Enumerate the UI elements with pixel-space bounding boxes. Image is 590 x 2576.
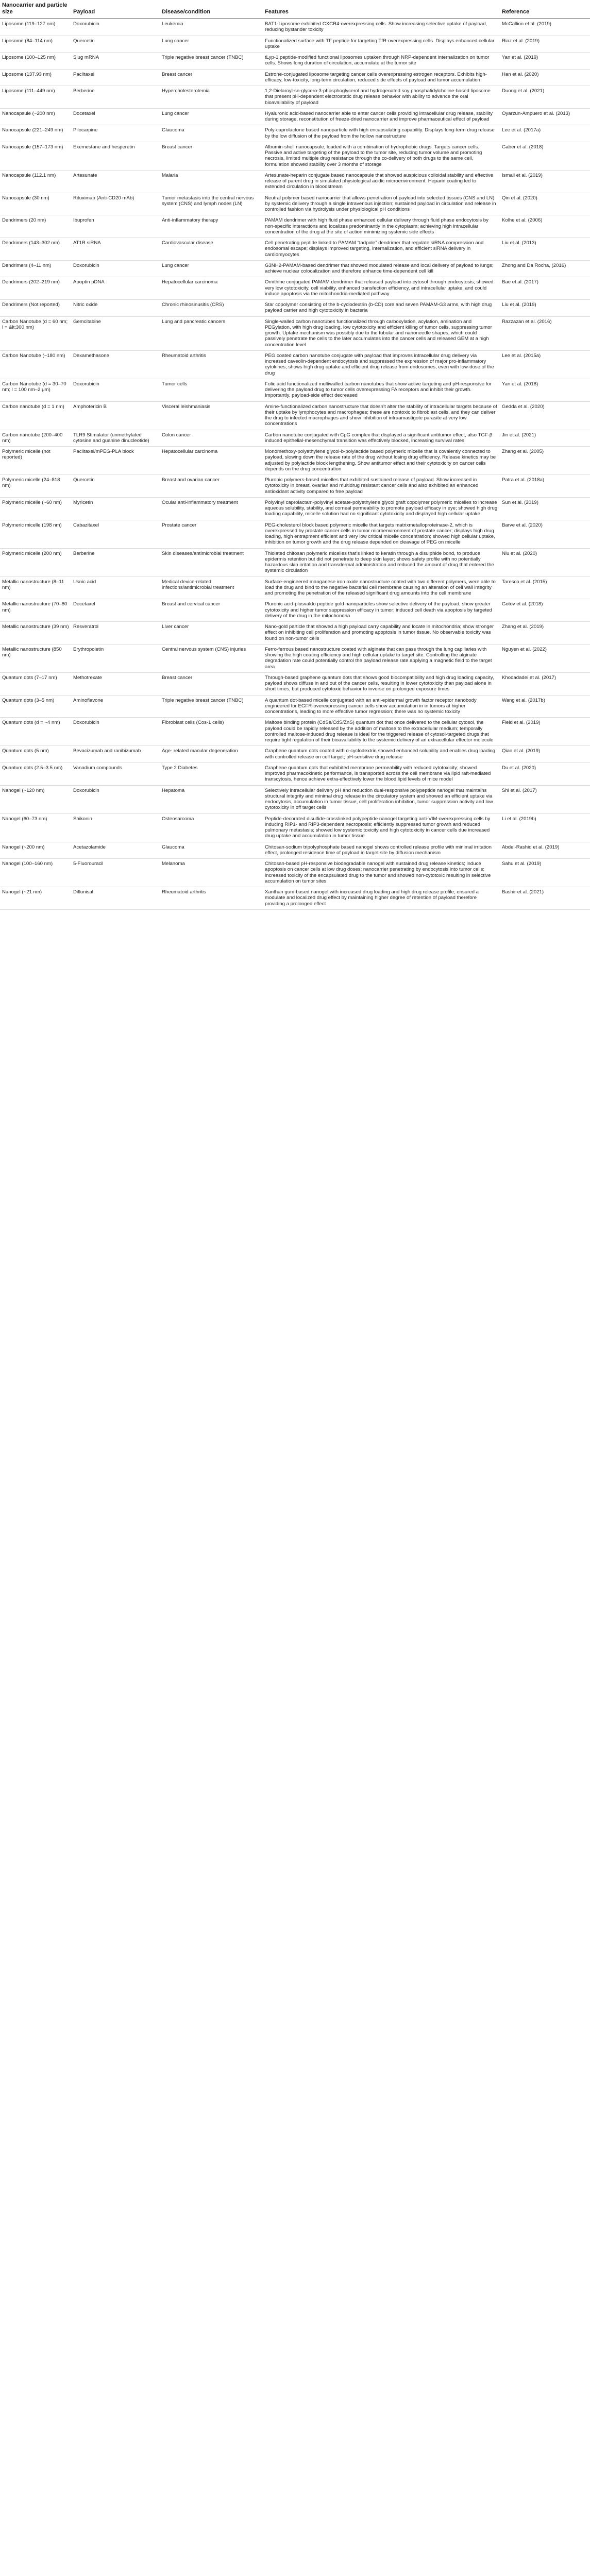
table-row bbox=[0, 277, 590, 300]
cell-features: Carbon nanotube conjugated with CpG complex that displayed a significant antitumor effect, also TGF-β induced epithelial-mesenchymal transition was effectively blocked, increasing survival rates bbox=[263, 430, 500, 447]
cell-reference: Nguyen et al. (2022) bbox=[500, 644, 590, 672]
table-row bbox=[0, 19, 590, 36]
table-row bbox=[0, 125, 590, 142]
cell-disease: Breast cancer bbox=[160, 69, 263, 86]
cell-features: Monomethoxy-polyethylene glycol-b-polylactide based polymeric micelle that is covalently connected to payload, slowing down the release rate of the drug without losing drug efficiency. Release kinetics may be adjusted by polylactide block lengthening. Show antitumor effect and their cytotoxicity on cancer cells depends on the drug concentration bbox=[263, 447, 500, 475]
cell-reference: Patra et al. (2018a) bbox=[500, 475, 590, 498]
cell-disease: Anti-inflammatory therapy bbox=[160, 215, 263, 238]
cell-reference: Liu et al. (2019) bbox=[500, 300, 590, 317]
cell-carrier: Liposome (111–449 nm) bbox=[0, 86, 71, 109]
cell-disease: Cardiovascular disease bbox=[160, 238, 263, 261]
cell-reference: Lee et al. (2017a) bbox=[500, 125, 590, 142]
cell-disease: Liver cancer bbox=[160, 622, 263, 645]
cell-carrier: Polymeric micelle (198 nm) bbox=[0, 520, 71, 548]
cell-features: Estrone-conjugated liposome targeting cancer cells overexpressing estrogen receptors. Exhibits high-efficacy, low-toxicity, long-term circulation, reduced side effects of payload and tumor accumulation bbox=[263, 69, 500, 86]
header-row bbox=[0, 0, 590, 19]
cell-payload: Slug mRNA bbox=[71, 53, 160, 70]
table-row bbox=[0, 644, 590, 672]
cell-reference: Liu et al. (2013) bbox=[500, 238, 590, 261]
cell-features: A quantum dot-based micelle conjugated with an anti-epidermal growth factor receptor nanobody engineered for EGFR-overexpressing cancer cells show accumulation in in tumors at higher concentrations, leading to more effective tumor regression; there was no systemic toxicity bbox=[263, 695, 500, 718]
cell-payload: Berberine bbox=[71, 548, 160, 577]
table-row bbox=[0, 170, 590, 193]
cell-carrier: Carbon nanotube (200–400 nm) bbox=[0, 430, 71, 447]
cell-payload: Apoptin pDNA bbox=[71, 277, 160, 300]
cell-disease: Skin diseases/antimicrobial treatment bbox=[160, 548, 263, 577]
cell-payload: Vanadium compounds bbox=[71, 762, 160, 785]
cell-reference: Shi et al. (2017) bbox=[500, 785, 590, 814]
cell-payload: Quercetin bbox=[71, 475, 160, 498]
cell-reference: Jin et al. (2021) bbox=[500, 430, 590, 447]
cell-reference: Qin et al. (2020) bbox=[500, 193, 590, 215]
cell-disease: Prostate cancer bbox=[160, 520, 263, 548]
cell-reference: Zhong and Da Rocha, (2016) bbox=[500, 260, 590, 277]
cell-disease: Rheumatoid arthritis bbox=[160, 350, 263, 379]
cell-carrier: Nanogel (100–160 nm) bbox=[0, 859, 71, 887]
header-disease: Disease/condition bbox=[160, 0, 263, 19]
cell-disease: Breast and cervical cancer bbox=[160, 599, 263, 622]
cell-payload: Doxorubicin bbox=[71, 379, 160, 401]
cell-features: Amine-functionalized carbon nanostructure that doesn’t alter the stability of intracellular targets because of their uptake by lymphocytes and macrophages; these are nontoxic to fibroblast cells, and they can deliver the drug to infected macrophages and show inhibition of intraamastigote parasite at very low concentrations bbox=[263, 401, 500, 430]
cell-carrier: Dendrimers (Not reported) bbox=[0, 300, 71, 317]
cell-features: Peptide-decorated disulfide-crosslinked polypeptide nanogel targeting anti-VIM-overexpressing cells by inducing RIP1- and RIP3-dependent necroptosis; efficiently suppressed tumor growth and reduced pulmonary metastasis; showed low systemic toxicity and high cytotoxicity in cancer cells due increased drug uptake and accumulation in tumor tissue bbox=[263, 814, 500, 842]
table-row bbox=[0, 814, 590, 842]
table-row bbox=[0, 401, 590, 430]
table-row bbox=[0, 36, 590, 53]
table-row bbox=[0, 447, 590, 475]
cell-features: Ornithine conjugated PAMAM dendrimer that released payload into cytosol through endocytosis; showed very low cytotoxicity, cell viability, enhanced transfection efficiency, and intracellular uptake, and could induce apoptosis via the mitochondria-mediated pathway bbox=[263, 277, 500, 300]
nanocarrier-table bbox=[0, 0, 590, 910]
cell-payload: Pilocarpine bbox=[71, 125, 160, 142]
cell-disease: Tumor cells bbox=[160, 379, 263, 401]
cell-reference: Niu et al. (2020) bbox=[500, 548, 590, 577]
cell-reference: Du et al. (2020) bbox=[500, 762, 590, 785]
cell-carrier: Quantum dots (7–17 nm) bbox=[0, 672, 71, 695]
cell-reference: Kolhe et al. (2006) bbox=[500, 215, 590, 238]
cell-reference: Ismail et al. (2019) bbox=[500, 170, 590, 193]
cell-payload: Paclitaxel bbox=[71, 69, 160, 86]
table-row bbox=[0, 475, 590, 498]
table-row bbox=[0, 300, 590, 317]
cell-payload: Aminoflavone bbox=[71, 695, 160, 718]
cell-features: Selectively intracellular delivery pH and reduction dual-responsive polypeptide nanogel that maintains structural integrity and minimal drug release in the circulatory system and showed an efficient uptake via endocytosis, accumulation in tumor tissue, cell proliferation inhibition, tumor suppression activity and low cytotoxicity in off target cells bbox=[263, 785, 500, 814]
cell-carrier: Metallic nanostructure (850 nm) bbox=[0, 644, 71, 672]
cell-reference: Qian et al. (2019) bbox=[500, 746, 590, 763]
table-row bbox=[0, 520, 590, 548]
cell-reference: Riaz et al. (2019) bbox=[500, 36, 590, 53]
cell-reference: Oyarzun-Ampuero et al. (2013) bbox=[500, 108, 590, 125]
cell-payload: Quercetin bbox=[71, 36, 160, 53]
cell-carrier: Nanocapsule (~200 nm) bbox=[0, 108, 71, 125]
cell-features: Xanthan gum-based nanogel with increased drug loading and high drug release profile; ensured a modulate and localized drug effect by maintaining higher degree of retention of payload therefore providing a prolonged effect bbox=[263, 887, 500, 910]
table-row bbox=[0, 762, 590, 785]
cell-features: Poly-caprolactone based nanoparticle with high encapsulating capability. Displays long-term drug release by the low diffusion of the payload from the hollow nanostructure bbox=[263, 125, 500, 142]
cell-reference: McCallion et al. (2019) bbox=[500, 19, 590, 36]
cell-carrier: Liposome (100–125 nm) bbox=[0, 53, 71, 70]
cell-carrier: Nanocapsule (221–249 nm) bbox=[0, 125, 71, 142]
cell-features: Star copolymer consisting of the b-cyclodextrin (b-CD) core and seven PAMAM-G3 arms, with high drug payload carrier and high cytotoxicity in bacteria bbox=[263, 300, 500, 317]
cell-carrier: Carbon Nanotube (d = 60 nm; l = &lt;300 nm) bbox=[0, 316, 71, 350]
cell-reference: Gedda et al. (2020) bbox=[500, 401, 590, 430]
cell-carrier: Metallic nanostructure (8–11 nm) bbox=[0, 577, 71, 599]
cell-disease: Triple negative breast cancer (TNBC) bbox=[160, 53, 263, 70]
cell-carrier: Quantum dots (d = ~4 nm) bbox=[0, 718, 71, 746]
cell-disease: Osteosarcoma bbox=[160, 814, 263, 842]
table-row bbox=[0, 577, 590, 599]
cell-payload: Erythropoietin bbox=[71, 644, 160, 672]
cell-disease: Leukemia bbox=[160, 19, 263, 36]
cell-features: PAMAM dendrimer with high fluid phase enhanced cellular delivery through fluid phase endocytosis by non-specific interactions and localizes predominantly in the cytoplasm; achieving high intracellular concentration of the drug at the site of action minimizing systemic side effects bbox=[263, 215, 500, 238]
cell-carrier: Liposome (119–127 nm) bbox=[0, 19, 71, 36]
cell-features: Graphene quantum dots that exhibited membrane permeability with reduced cytotoxicity; showed improved pharmacokinetic performance, is transported across the cell membrane via lipid raft-mediated transcytosis, hence achieve extra-effectively lower the blood lipid levels of mice model bbox=[263, 762, 500, 785]
cell-disease: Hepatocellular carcinoma bbox=[160, 277, 263, 300]
cell-carrier: Nanocapsule (30 nm) bbox=[0, 193, 71, 215]
cell-features: PEG-cholesterol block based polymeric micelle that targets matrixmetalloproteinase-2, which is overexpressed by prostate cancer cells in tumor microenvironment of prostate cancer; displays high drug loading, high entrapment efficient and very low critical micelle concentration; showed high cellular uptake, inhibition on tumor growth and the drug release depended on cleavage of PEG on micelle bbox=[263, 520, 500, 548]
table-row bbox=[0, 622, 590, 645]
cell-payload: Doxorubicin bbox=[71, 718, 160, 746]
cell-reference: Yan et al. (2018) bbox=[500, 379, 590, 401]
table-row bbox=[0, 695, 590, 718]
cell-payload: Cabazitaxel bbox=[71, 520, 160, 548]
cell-payload: Acetazolamide bbox=[71, 842, 160, 859]
cell-reference: Taresco et al. (2015) bbox=[500, 577, 590, 599]
cell-features: Surface-engineered manganese iron oxide nanostructure coated with two different polymers, were able to load the drug and bind to the negative bacterial cell membrane causing an alteration of cell wall integrity and promoting the penetration of the released significant drug amounts into the cell membrane bbox=[263, 577, 500, 599]
cell-disease: Lung cancer bbox=[160, 108, 263, 125]
cell-features: Ferro-ferrous based nanostructure coated with alginate that can pass through the lung capillaries with showing the high coating efficiency and high cellular uptake to target site. Controlling the alginate degradation rate could potentially control the payload release rate applying a magnetic field to the target area bbox=[263, 644, 500, 672]
cell-carrier: Nanogel (~120 nm) bbox=[0, 785, 71, 814]
cell-features: Chitosan-based pH-responsive biodegradable nanogel with sustained drug release kinetics; induce apoptosis on cancer cells at low drug doses; nanocarrier penetrating by endocytosis into tumor cells; increased toxicity of the encapsulated drug to the tumor and showed non-cytotoxic resulting in selective accumulation on tumor sites bbox=[263, 859, 500, 887]
cell-payload: Paclitaxel/mPEG-PLA block bbox=[71, 447, 160, 475]
cell-carrier: Polymeric micelle (not reported) bbox=[0, 447, 71, 475]
cell-carrier: Liposome (84–114 nm) bbox=[0, 36, 71, 53]
cell-disease: Medical device-related infections/antimicrobial treatment bbox=[160, 577, 263, 599]
table-row bbox=[0, 430, 590, 447]
cell-disease: Visceral leishmaniasis bbox=[160, 401, 263, 430]
cell-disease: Central nervous system (CNS) injuries bbox=[160, 644, 263, 672]
cell-carrier: Dendrimers (4–11 nm) bbox=[0, 260, 71, 277]
table-row bbox=[0, 215, 590, 238]
cell-features: Maltose binding protein (CdSe/CdS/ZnS) quantum dot that once delivered to the cellular cytosol, the payload could be rapidly released by the addition of maltose to the extracellular medium; temporally controlled maltose-induced drug release is ideal for the triggered release of cytosol-targeted drugs that require tight regulation of their bioavailability to the systemic delivery of an extracellular effector molecule bbox=[263, 718, 500, 746]
cell-carrier: Carbon Nanotube (~180 nm) bbox=[0, 350, 71, 379]
header-carrier: Nanocarrier and particle size bbox=[0, 0, 71, 19]
cell-features: Cell penetrating peptide linked to PAMAM “tadpole” dendrimer that regulate siRNA compression and endosomal escape; displays improved targeting, internalization, and efficient siRNA delivery in cardiomyocytes bbox=[263, 238, 500, 261]
cell-disease: Hepatocellular carcinoma bbox=[160, 447, 263, 475]
cell-disease: Triple negative breast cancer (TNBC) bbox=[160, 695, 263, 718]
cell-features: Polyvinyl caprolactam-polyvinyl acetate-polyethylene glycol graft copolymer polymeric micelles to increase aqueous solubility, stability, and corneal permeability to promote payload efficacy in eye; showed high drug loading capability, micelle solution had no significant cytotoxicity and displayed high cellular uptake bbox=[263, 497, 500, 520]
cell-disease: Colon cancer bbox=[160, 430, 263, 447]
header-reference: Reference bbox=[500, 0, 590, 19]
cell-disease: Melanoma bbox=[160, 859, 263, 887]
cell-payload: Diflunisal bbox=[71, 887, 160, 910]
cell-payload: Artesunate bbox=[71, 170, 160, 193]
cell-payload: Myricetin bbox=[71, 497, 160, 520]
cell-carrier: Dendrimers (143–302 nm) bbox=[0, 238, 71, 261]
cell-reference: Lee et al. (2015a) bbox=[500, 350, 590, 379]
cell-reference: Li et al. (2019b) bbox=[500, 814, 590, 842]
table-row bbox=[0, 859, 590, 887]
cell-reference: Sahu et al. (2019) bbox=[500, 859, 590, 887]
cell-payload: Gemcitabine bbox=[71, 316, 160, 350]
cell-payload: Shikonin bbox=[71, 814, 160, 842]
cell-reference: Abdel-Rashid et al. (2019) bbox=[500, 842, 590, 859]
cell-features: Single-walled carbon nanotubes functionalized through carboxylation, acylation, amination and PEGylation, with high drug loading, low cytotoxicity and efficient killing of tumor cells, suppressing tumor growth. Uptake mechanism was possibly due to the tubular and nanoneedle shapes, which could passively penetrate the cells to the later accumulates into the cancer cells and released GEM at a high concentration level bbox=[263, 316, 500, 350]
cell-features: tLyp-1 peptide-modified functional liposomes uptaken through NRP-dependent internalization on tumor cells. Shows long duration of circulation, accumulate at the tumor site bbox=[263, 53, 500, 70]
cell-features: Thiolated chitosan polymeric micelles that’s linked to keratin through a disulphide bond, to produce epidermis retention but did not penetrate to deep skin layer; shows safety profile with no potentially hazardous skin irritation and transdermal administration and reduced the amount of drug that entered the systemic circulation bbox=[263, 548, 500, 577]
cell-features: Nano-gold particle that showed a high payload carry capability and locate in mitochondria; show stronger effect on inhibiting cell proliferation and promoting apoptosis in tumor tissue. No observable toxicity was found on non-tumor cells bbox=[263, 622, 500, 645]
cell-carrier: Polymeric micelle (~60 nm) bbox=[0, 497, 71, 520]
cell-disease: Lung and pancreatic cancers bbox=[160, 316, 263, 350]
cell-reference: Gaber et al. (2018) bbox=[500, 142, 590, 170]
cell-payload: AT1R siRNA bbox=[71, 238, 160, 261]
cell-payload: Methotrexate bbox=[71, 672, 160, 695]
cell-reference: Han et al. (2020) bbox=[500, 69, 590, 86]
cell-features: Through-based graphene quantum dots that shows good biocompatibility and high drug loading capacity, payload shows diffuse in and out of the cancer cells, resulting in lower cytotoxicity than payload alone in short times, but produced cytotoxic behavior to inverse on prolonged exposure times bbox=[263, 672, 500, 695]
cell-features: Chitosan-sodium tripolyphosphate based nanogel shows controlled release profile with minimal irritation effect, prolonged residence time of payload in target site by diffusion mechanism bbox=[263, 842, 500, 859]
table-row bbox=[0, 672, 590, 695]
cell-payload: Exemestane and hesperetin bbox=[71, 142, 160, 170]
table-row bbox=[0, 746, 590, 763]
cell-features: G3NH2-PAMAM-based dendrimer that showed modulated release and local delivery of payload to lungs; achieve nuclear colocalization and therefore enhance time-dependent cell kill bbox=[263, 260, 500, 277]
table-row bbox=[0, 548, 590, 577]
cell-payload: Bevacizumab and ranibizumab bbox=[71, 746, 160, 763]
table-row bbox=[0, 108, 590, 125]
cell-carrier: Dendrimers (202–219 nm) bbox=[0, 277, 71, 300]
cell-carrier: Nanocapsule (157–173 nm) bbox=[0, 142, 71, 170]
cell-carrier: Carbon nanotube (d = 1 nm) bbox=[0, 401, 71, 430]
cell-disease: Age- related macular degeneration bbox=[160, 746, 263, 763]
cell-reference: Khodadadei et al. (2017) bbox=[500, 672, 590, 695]
cell-disease: Tumor metastasis into the central nervous system (CNS) and lymph nodes (LN) bbox=[160, 193, 263, 215]
table-row bbox=[0, 86, 590, 109]
cell-features: Functionalized surface with TF peptide for targeting TfR-overexpressing cells. Displays enhanced cellular uptake bbox=[263, 36, 500, 53]
cell-carrier: Carbon Nanotube (d = 30–70 nm; l = 100 nm–2 μm) bbox=[0, 379, 71, 401]
cell-payload: TLR9 Stimulator (unmethylated cytosine and guanine dinucleotide) bbox=[71, 430, 160, 447]
cell-payload: Dexamethasone bbox=[71, 350, 160, 379]
cell-carrier: Quantum dots (2.5–3.5 nm) bbox=[0, 762, 71, 785]
header-payload: Payload bbox=[71, 0, 160, 19]
table-row bbox=[0, 785, 590, 814]
cell-reference: Bashir et al. (2021) bbox=[500, 887, 590, 910]
cell-reference: Field et al. (2019) bbox=[500, 718, 590, 746]
cell-features: Folic acid functionalized multiwalled carbon nanotubes that show active targeting and pH-responsive for delivering the payload drug to tumor cells overexpressing FA receptors and inhibit their growth. Importantly, payload-side effect decreased bbox=[263, 379, 500, 401]
cell-payload: Docetaxel bbox=[71, 108, 160, 125]
cell-disease: Breast cancer bbox=[160, 672, 263, 695]
table-row bbox=[0, 718, 590, 746]
table-row bbox=[0, 193, 590, 215]
cell-carrier: Nanogel (~21 nm) bbox=[0, 887, 71, 910]
cell-features: Graphene quantum dots coated with α-cyclodextrin showed enhanced solubility and enables drug loading with controlled release on cell target; pH-sensitive drug release bbox=[263, 746, 500, 763]
cell-carrier: Liposome (137.93 nm) bbox=[0, 69, 71, 86]
table-row bbox=[0, 238, 590, 261]
cell-features: Artesunate-heparin conjugate based nanocapsule that showed auspicious colloidal stability and effective release of parent drug in simulated physiological acidic microenvironment. Heparin coating led to extended circulation in bloodstream bbox=[263, 170, 500, 193]
cell-disease: Lung cancer bbox=[160, 36, 263, 53]
table-row bbox=[0, 497, 590, 520]
cell-features: BAT1-Liposome exhibited CXCR4-overexpressing cells. Show increasing selective uptake of payload, reducing bystander toxicity bbox=[263, 19, 500, 36]
table-body bbox=[0, 19, 590, 910]
cell-payload: Ibuprofen bbox=[71, 215, 160, 238]
table-row bbox=[0, 599, 590, 622]
cell-payload: Nitric oxide bbox=[71, 300, 160, 317]
cell-carrier: Nanocapsule (112.1 nm) bbox=[0, 170, 71, 193]
cell-disease: Glaucoma bbox=[160, 125, 263, 142]
table-row bbox=[0, 350, 590, 379]
cell-payload: Doxorubicin bbox=[71, 260, 160, 277]
cell-carrier: Metallic nanostructure (39 nm) bbox=[0, 622, 71, 645]
table-row bbox=[0, 142, 590, 170]
cell-carrier: Quantum dots (3–5 nm) bbox=[0, 695, 71, 718]
table-row bbox=[0, 260, 590, 277]
cell-carrier: Quantum dots (5 nm) bbox=[0, 746, 71, 763]
cell-features: Pluronic polymers-based micelles that exhibited sustained release of payload. Show increased in cytotoxicity in breast, ovarian and multidrug resistant cancer cells and also exhibited an enhanced antioxidant activity compared to free payload bbox=[263, 475, 500, 498]
cell-features: Albumin-shell nanocapsule, loaded with a combination of hydrophobic drugs. Targets cancer cells. Passive and active targeting of the payload to the tumor site, reducing tumor volume and promoting necrosis, limited multiple drug resistance through the co-delivery of both drugs to the same cell, formulation showed stability over 3 months of storage bbox=[263, 142, 500, 170]
table-row bbox=[0, 69, 590, 86]
cell-disease: Hepatoma bbox=[160, 785, 263, 814]
cell-reference: Wang et al. (2017b) bbox=[500, 695, 590, 718]
cell-reference: Zhang et al. (2019) bbox=[500, 622, 590, 645]
cell-features: Hyaluronic acid-based nanocarrier able to enter cancer cells providing intracellular drug release, stability during storage, reconstitution of freeze-dried nanocarrier and improve pharmaceutical effect of payload bbox=[263, 108, 500, 125]
cell-disease: Rheumatoid arthritis bbox=[160, 887, 263, 910]
cell-payload: Rituximab (Anti-CD20 mAb) bbox=[71, 193, 160, 215]
table-row bbox=[0, 316, 590, 350]
cell-reference: Zhang et al. (2005) bbox=[500, 447, 590, 475]
cell-reference: Bae et al. (2017) bbox=[500, 277, 590, 300]
cell-reference: Barve et al. (2020) bbox=[500, 520, 590, 548]
cell-disease: Ocular anti-inflammatory treatment bbox=[160, 497, 263, 520]
table-row bbox=[0, 53, 590, 70]
table-row bbox=[0, 842, 590, 859]
cell-payload: Amphotericin B bbox=[71, 401, 160, 430]
cell-payload: Usnic acid bbox=[71, 577, 160, 599]
cell-carrier: Polymeric micelle (24–818 nm) bbox=[0, 475, 71, 498]
cell-payload: Doxorubicin bbox=[71, 19, 160, 36]
cell-payload: Resveratrol bbox=[71, 622, 160, 645]
cell-carrier: Nanogel (60–73 nm) bbox=[0, 814, 71, 842]
cell-payload: Docetaxel bbox=[71, 599, 160, 622]
cell-payload: Doxorubicin bbox=[71, 785, 160, 814]
cell-features: PEG coated carbon nanotube conjugate with payload that improves intracellular drug delivery via increased caveolin-dependent endocytosis and suppressed the expression of major pro-inflammatory cytokines; shows high drug uptake and efficient drug release from endosomes, even with low-dose of the drug bbox=[263, 350, 500, 379]
cell-carrier: Metallic nanostructure (70–80 nm) bbox=[0, 599, 71, 622]
cell-reference: Sun et al. (2019) bbox=[500, 497, 590, 520]
cell-disease: Breast cancer bbox=[160, 142, 263, 170]
cell-disease: Hypercholesterolemia bbox=[160, 86, 263, 109]
cell-reference: Duong et al. (2021) bbox=[500, 86, 590, 109]
table-row bbox=[0, 887, 590, 910]
cell-disease: Malaria bbox=[160, 170, 263, 193]
cell-reference: Razzazan et al. (2016) bbox=[500, 316, 590, 350]
cell-disease: Lung cancer bbox=[160, 260, 263, 277]
cell-features: Pluronic acid-plusvaldo peptide gold nanoparticles show selective delivery of the payload, show greater cytotoxicity and higher tumor suppression efficacy in tumor; induced cell death via apoptosis by targeted delivery of the drug in the mitochondria bbox=[263, 599, 500, 622]
cell-payload: Berberine bbox=[71, 86, 160, 109]
cell-reference: Gotov et al. (2018) bbox=[500, 599, 590, 622]
cell-disease: Type 2 Diabetes bbox=[160, 762, 263, 785]
cell-reference: Yan et al. (2019) bbox=[500, 53, 590, 70]
cell-payload: 5-Fluorouracil bbox=[71, 859, 160, 887]
cell-features: 1,2-Dielaroyl-sn-glycero-3-phosphoglycerol and hydrogenated soy phosphatidylcholine-based liposome that present pH-dependent electrostatic drug release behavior with ability to advance the oral bioavailability of payload bbox=[263, 86, 500, 109]
table-row bbox=[0, 379, 590, 401]
cell-disease: Glaucoma bbox=[160, 842, 263, 859]
cell-carrier: Dendrimers (20 nm) bbox=[0, 215, 71, 238]
cell-disease: Fibroblast cells (Cos-1 cells) bbox=[160, 718, 263, 746]
cell-carrier: Polymeric micelle (200 nm) bbox=[0, 548, 71, 577]
cell-disease: Breast and ovarian cancer bbox=[160, 475, 263, 498]
cell-features: Neutral polymer based nanocarrier that allows penetration of payload into selected tissues (CNS and LN) by systemic delivery through a single intravenous injection; sustained payload in circulation and release in controlled fashion via hydrolysis under physiological pH conditions bbox=[263, 193, 500, 215]
cell-carrier: Nanogel (~200 nm) bbox=[0, 842, 71, 859]
cell-disease: Chronic rhinosinusitis (CRS) bbox=[160, 300, 263, 317]
header-features: Features bbox=[263, 0, 500, 19]
